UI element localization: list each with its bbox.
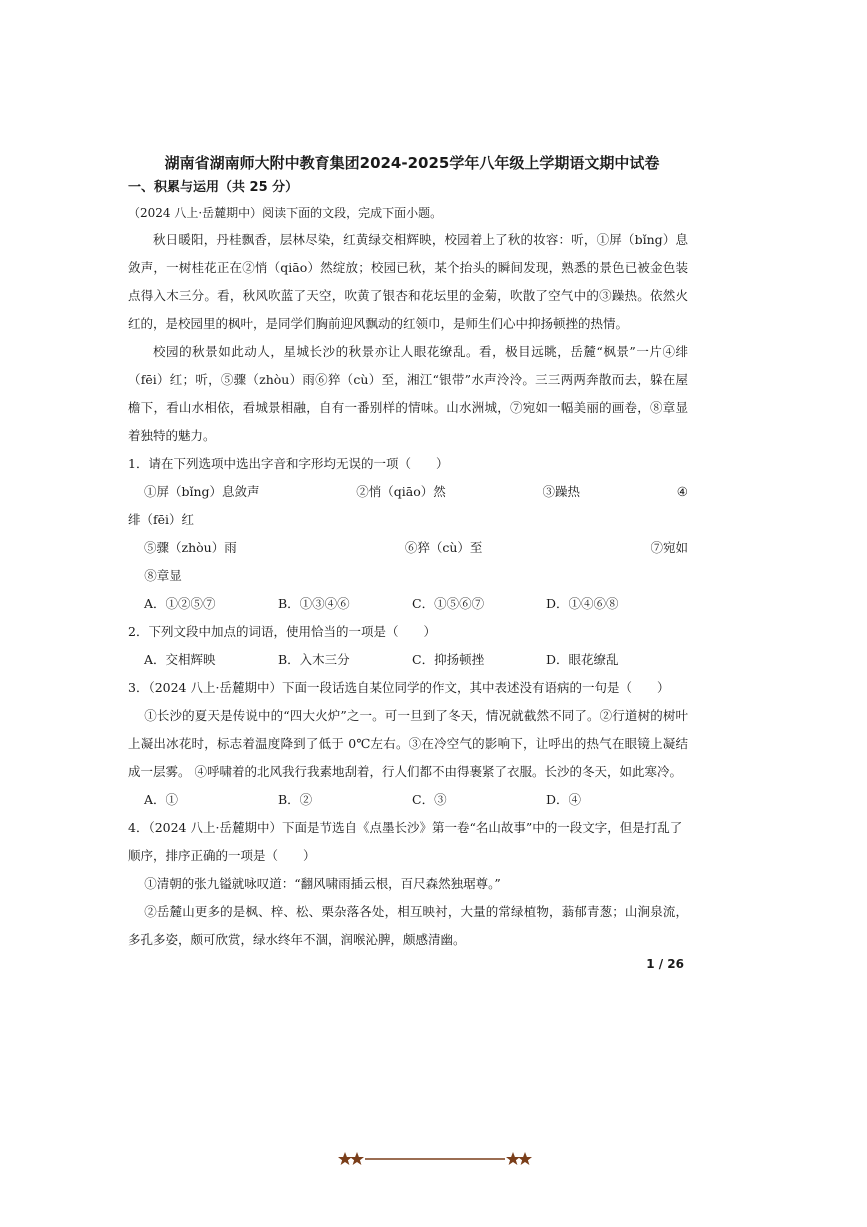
q1-option-4: ④: [676, 484, 688, 499]
question-1-options-row-2: [128, 534, 688, 562]
passage-paragraph-2: 校园的秋景如此动人，星城长沙的秋景亦让人眼花缭乱。看，极目远眺，岳麓“枫景”一片④绯（fēi）红；听，⑤骤（zhòu）雨⑥猝（cù）至，湘江“银带”水声泠泠。三三两两奔散而去，躲在屋檐下，看山水相依，看城景相融，自有一番别样的情味。山水洲城，⑦宛如一幅美丽的画卷，⑧章显着独特的魅力。: [128, 344, 688, 443]
page-title: 湖南省湖南师大附中教育集团2024-2025学年八年级上学期语文期中试卷: [164, 154, 660, 172]
q1-option-6: ⑥猝（cù）至: [404, 540, 483, 555]
q2-choice-a: A．交相辉映: [144, 652, 216, 667]
q3-choice-b: B．②: [278, 792, 313, 807]
question-4-line-2: ②岳麓山更多的是枫、梓、松、栗杂落各处，相互映衬，大量的常绿植物，蓊郁青葱；山涧泉流，多孔多姿，颇可欣赏，绿水终年不涸，润喉沁脾，颇感清幽。: [128, 904, 688, 947]
star-icon: [506, 1152, 520, 1165]
q1-option-5: ⑤骤（zhòu）雨: [144, 540, 237, 555]
question-2-choices: [128, 646, 688, 674]
q1-option-7: ⑦宛如: [650, 540, 688, 555]
section-heading: 一、积累与运用（共 25 分）: [128, 180, 299, 195]
q1-choice-a: A．①②⑤⑦: [144, 596, 216, 611]
q1-option-1: ①屏（bǐng）息敛声: [144, 484, 260, 499]
star-icon: [518, 1152, 532, 1165]
passage-paragraph-1: 秋日暖阳，丹桂飘香，层林尽染，红黄绿交相辉映，校园着上了秋的妆容：听，①屏（bǐng）息敛声，一树桂花正在②悄（qiāo）然绽放；校园已秋，某个抬头的瞬间发现，熟悉的景色已被金色装点得入木三分。看，秋风吹蓝了天空，吹黄了银杏和花坛里的金菊，吹散了空气中的③躁热。依然火红的，是校园里的枫叶，是同学们胸前迎风飘动的红领巾，是师生们心中抑扬顿挫的热情。: [128, 232, 688, 331]
question-1-choices: [128, 590, 688, 618]
q1-option-2: ②悄（qiāo）然: [356, 484, 446, 499]
q2-choice-d: D．眼花缭乱: [546, 652, 619, 667]
question-3-stem: 3．（2024 八上·岳麓期中）下面一段话选自某位同学的作文，其中表述没有语病的一句是（ ）: [128, 680, 670, 695]
footer-ornament: [337, 1151, 533, 1167]
q1-option-3: ③躁热: [542, 484, 581, 499]
q3-choice-d: D．④: [546, 792, 582, 807]
question-1-options-row-1: [128, 478, 688, 506]
star-icon: [338, 1152, 352, 1165]
q3-choice-c: C．③: [412, 792, 447, 807]
q1-option-8: ⑧章显: [144, 568, 182, 583]
question-2-stem: 2．下列文段中加点的词语，使用恰当的一项是（ ）: [128, 624, 436, 639]
q1-choice-b: B．①③④⑥: [278, 596, 350, 611]
question-4-line-1: ①清朝的张九镒就咏叹道：“翻风啸雨插云根，百尺森然独琚尊。”: [144, 876, 501, 891]
question-3-choices: [128, 786, 688, 814]
q1-choice-c: C．①⑤⑥⑦: [412, 596, 485, 611]
exam-page: [128, 150, 688, 954]
q1-choice-d: D．①④⑥⑧: [546, 596, 619, 611]
q2-choice-b: B．入木三分: [278, 652, 350, 667]
star-icon: [350, 1152, 364, 1165]
question-4-stem: 4．（2024 八上·岳麓期中）下面是节选自《点墨长沙》第一卷“名山故事”中的一段文字，但是打乱了顺序，排序正确的一项是（ ）: [128, 820, 683, 863]
intro-line: （2024 八上·岳麓期中）阅读下面的文段，完成下面小题。: [128, 206, 443, 220]
page-number: 1 / 26: [646, 957, 684, 971]
q3-choice-a: A．①: [144, 792, 179, 807]
q2-choice-c: C．抑扬顿挫: [412, 652, 485, 667]
question-3-body: ①长沙的夏天是传说中的“四大火炉”之一。可一旦到了冬天，情况就截然不同了。②行道树的树叶上凝出冰花时，标志着温度降到了低于 0℃左右。③在冷空气的影响下，让呼出的热气在眼镜上凝结成一层雾。 ④呼啸着的北风我行我素地刮着，行人们都不由得裹紧了衣服。长沙的冬天，如此寒冷。: [128, 708, 688, 779]
q1-option-4-cont: 绯（fēi）红: [128, 512, 195, 527]
question-1-stem: 1．请在下列选项中选出字音和字形均无误的一项（ ）: [128, 456, 449, 471]
